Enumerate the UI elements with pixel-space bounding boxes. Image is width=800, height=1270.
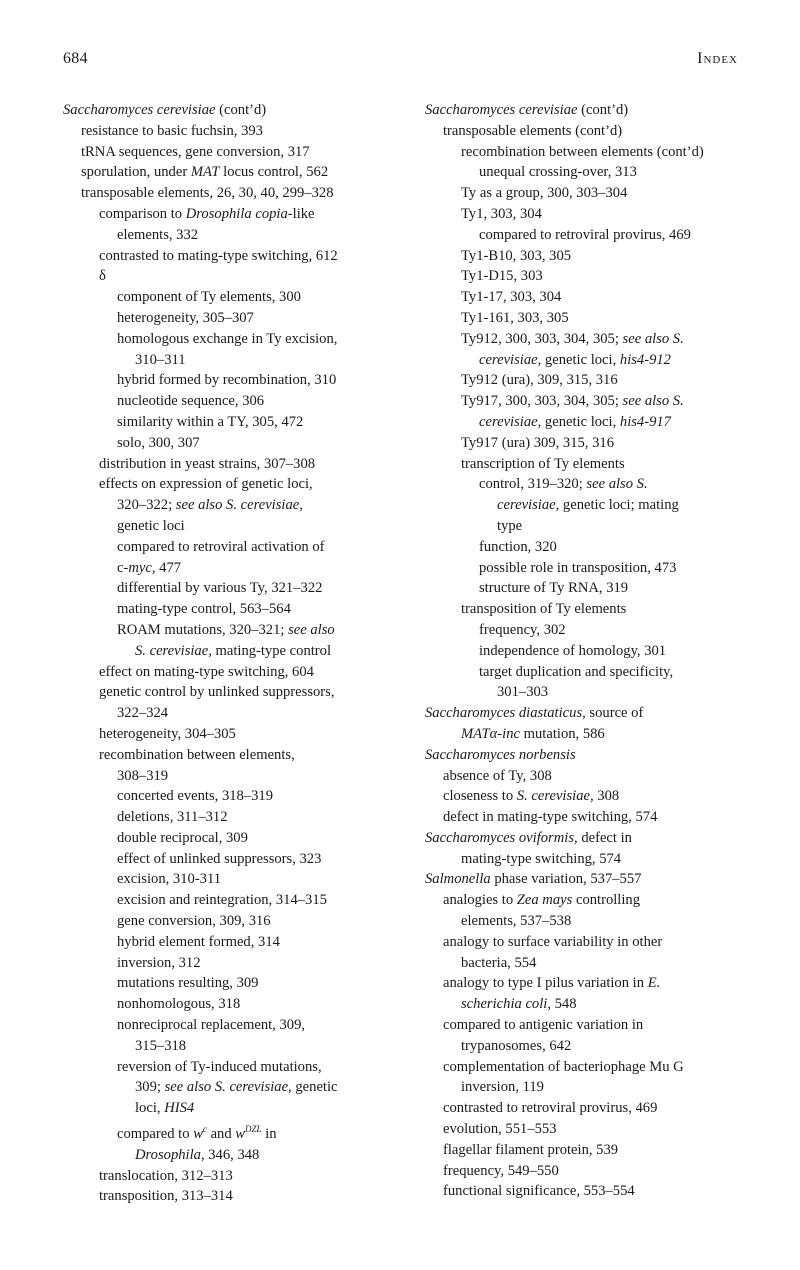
index-entry-line	[425, 495, 775, 516]
entry-text: differential by various Ty, 321–322	[117, 580, 323, 597]
entry-text: myc,	[128, 559, 156, 576]
entry-text: heterogeneity, 305–307	[117, 309, 254, 326]
entry-text: defect in mating-type switching, 574	[443, 809, 658, 826]
entry-text: phase variation, 537–557	[490, 871, 642, 888]
index-entry-line	[63, 766, 403, 787]
entry-text: 477	[155, 559, 182, 576]
entry-text: -like	[287, 205, 315, 222]
entry-text: compared to antigenic variation in	[443, 1017, 644, 1034]
entry-text: genetic loci	[117, 517, 185, 534]
index-entry-line	[63, 142, 403, 163]
index-entry-line	[63, 786, 403, 807]
entry-text: Ty912, 300, 303, 304, 305;	[461, 330, 623, 347]
entry-text: gene conversion, 309, 316	[117, 913, 271, 930]
index-entry-line	[425, 932, 775, 953]
index-entry-line	[425, 1181, 775, 1202]
entry-text: contrasted to retroviral provirus, 469	[443, 1100, 658, 1117]
entry-text: flagellar filament protein, 539	[443, 1141, 619, 1158]
entry-text: hybrid element formed, 314	[117, 933, 280, 950]
entry-text: complementation of bacteriophage Mu G	[443, 1058, 684, 1075]
entry-text: analogies to	[443, 892, 517, 909]
entry-text: source of	[585, 705, 644, 722]
entry-text: hybrid formed by recombination, 310	[117, 372, 337, 389]
entry-text: transposition of Ty elements	[461, 601, 627, 618]
index-entry-line	[425, 973, 775, 994]
index-entry-line	[425, 537, 775, 558]
entry-text: Ty1-B10, 303, 305	[461, 247, 572, 264]
index-entry-line	[425, 474, 775, 495]
index-entry-line	[425, 412, 775, 433]
index-entry-line	[63, 1145, 403, 1166]
entry-text: evolution, 551–553	[443, 1121, 557, 1138]
index-entry-line	[425, 162, 775, 183]
entry-text: similarity within a TY, 305, 472	[117, 413, 304, 430]
index-entry-line	[63, 1077, 403, 1098]
entry-text: effect of unlinked suppressors, 323	[117, 850, 322, 867]
entry-text: 301–303	[497, 684, 549, 701]
entry-text: genetic loci,	[541, 413, 620, 430]
entry-text: Ty1, 303, 304	[461, 205, 542, 222]
index-entry-line	[63, 558, 403, 579]
entry-text: Drosophila,	[135, 1146, 205, 1163]
entry-text: 548	[550, 996, 577, 1013]
index-entry-line	[63, 433, 403, 454]
entry-text: target duplication and specificity,	[479, 663, 674, 680]
entry-text: Ty912 (ura), 309, 315, 316	[461, 372, 618, 389]
entry-text: cerevisiae,	[479, 351, 542, 368]
entry-text: Saccharomyces oviformis,	[425, 829, 578, 846]
entry-text: resistance to basic fuchsin, 393	[81, 122, 263, 139]
superscript-text: c	[202, 1124, 207, 1135]
entry-text: cerevisiae,	[497, 497, 560, 514]
index-entry-line	[63, 745, 403, 766]
entry-text: c-	[117, 559, 129, 576]
entry-text: (cont’d)	[215, 102, 267, 118]
index-entry-line	[63, 724, 403, 745]
entry-text: Zea mays	[516, 892, 573, 909]
entry-text: Ty917, 300, 303, 304, 305;	[461, 393, 623, 410]
index-entry-line	[425, 308, 775, 329]
entry-text: 322–324	[117, 705, 169, 722]
entry-text: transposable elements, 26, 30, 40, 299–328	[81, 185, 334, 202]
entry-text: function, 320	[479, 538, 557, 555]
index-entry-line	[63, 599, 403, 620]
entry-text: component of Ty elements, 300	[117, 289, 301, 306]
index-entry-line	[63, 1098, 403, 1119]
index-entry-line	[425, 745, 775, 766]
superscript-text: DZL	[245, 1124, 262, 1135]
entry-text: genetic loci; mating	[559, 497, 679, 514]
index-entry-line	[425, 1057, 775, 1078]
index-entry-line	[63, 932, 403, 953]
index-entry-line	[63, 266, 403, 287]
entry-text: excision, 310-311	[117, 871, 222, 888]
index-entry-line	[425, 204, 775, 225]
entry-text: loci,	[135, 1100, 165, 1117]
index-entry-line	[63, 162, 403, 183]
entry-text: scherichia coli,	[461, 996, 551, 1013]
entry-text: 310–311	[135, 351, 186, 368]
entry-text: double reciprocal, 309	[117, 829, 248, 846]
entry-text: mutation, 586	[520, 725, 605, 742]
entry-text: Saccharomyces cerevisiae	[425, 102, 578, 118]
index-entry-line	[425, 766, 775, 787]
index-entry-line	[63, 1057, 403, 1078]
index-entry-line	[425, 869, 775, 890]
entry-text: homologous exchange in Ty excision,	[117, 330, 338, 347]
index-entry-line	[425, 329, 775, 350]
index-entry-line	[63, 537, 403, 558]
index-entry-line	[425, 1140, 775, 1161]
index-entry-line	[63, 703, 403, 724]
index-entry-line	[63, 807, 403, 828]
entry-text: translocation, 312–313	[99, 1167, 233, 1184]
entry-text: δ	[99, 268, 106, 285]
entry-text: compared to	[117, 1125, 194, 1142]
entry-text: Salmonella	[425, 871, 491, 888]
entry-text: unequal crossing-over, 313	[479, 164, 637, 181]
index-entry-line	[425, 183, 775, 204]
index-entry-line	[63, 1186, 403, 1207]
index-entry-line	[425, 994, 775, 1015]
index-entry-line	[63, 454, 403, 475]
index-entry-line	[425, 953, 775, 974]
index-entry-line	[63, 1166, 403, 1187]
index-entry-line	[425, 911, 775, 932]
index-entry-line	[425, 454, 775, 475]
entry-text: deletions, 311–312	[117, 809, 228, 826]
index-entry-line	[425, 1098, 775, 1119]
entry-text: E.	[647, 975, 661, 992]
index-entry-line	[63, 350, 403, 371]
entry-text: type	[497, 517, 523, 534]
index-entry-line	[63, 828, 403, 849]
index-entry-line	[63, 370, 403, 391]
entry-text: in	[261, 1125, 277, 1142]
entry-text: control, 319–320;	[479, 476, 587, 493]
entry-text: mating-type control	[211, 642, 332, 659]
entry-text: inversion, 119	[461, 1079, 544, 1096]
index-entry-line	[425, 849, 775, 870]
index-entry-line	[425, 662, 775, 683]
index-entry-line	[63, 516, 403, 537]
entry-text: w	[193, 1125, 203, 1142]
entry-text: absence of Ty, 308	[443, 767, 552, 784]
index-entry-line	[425, 225, 775, 246]
entry-text: genetic control by unlinked suppressors,	[99, 684, 335, 701]
index-entry-line	[63, 329, 403, 350]
entry-text: Drosophila copia	[185, 205, 288, 222]
entry-text: bacteria, 554	[461, 954, 537, 971]
entry-text: recombination between elements,	[99, 746, 295, 763]
entry-text: possible role in transposition, 473	[479, 559, 677, 576]
index-entry-line	[63, 953, 403, 974]
index-entry-line	[425, 724, 775, 745]
entry-text: mutations resulting, 309	[117, 975, 259, 992]
entry-text: frequency, 302	[479, 621, 566, 638]
entry-text: nonreciprocal replacement, 309,	[117, 1017, 306, 1034]
entry-text: Saccharomyces diastaticus,	[425, 705, 586, 722]
entry-text: frequency, 549–550	[443, 1162, 559, 1179]
index-entry-line	[425, 516, 775, 537]
entry-text: solo, 300, 307	[117, 434, 200, 451]
index-entry-line	[63, 474, 403, 495]
index-entry-line	[63, 662, 403, 683]
index-entry-line	[63, 641, 403, 662]
index-entry-line	[63, 287, 403, 308]
index-entry-line	[63, 308, 403, 329]
entry-text: 309;	[135, 1079, 165, 1096]
index-entry-line	[425, 391, 775, 412]
index-entry-line	[425, 558, 775, 579]
entry-text: effect on mating-type switching, 604	[99, 663, 314, 680]
entry-text: and	[206, 1125, 236, 1142]
entry-text: w	[235, 1125, 246, 1142]
entry-text: analogy to type I pilus variation in	[443, 975, 648, 992]
index-entry-line	[63, 412, 403, 433]
index-entry-line	[63, 1119, 403, 1145]
entry-text: see also S.	[586, 476, 648, 493]
entry-text: cerevisiae,	[479, 413, 542, 430]
index-entry-line	[63, 849, 403, 870]
entry-text: see also S. cerevisiae,	[164, 1079, 292, 1096]
index-entry-line	[425, 786, 775, 807]
entry-text: see also S. cerevisiae,	[175, 497, 303, 514]
index-entry-line	[425, 703, 775, 724]
index-entry-line	[425, 100, 775, 121]
entry-text: his4-912	[619, 351, 671, 368]
entry-text: genetic loci,	[541, 351, 620, 368]
entry-text: Saccharomyces norbensis	[425, 746, 576, 763]
index-entry-line	[425, 246, 775, 267]
entry-text: concerted events, 318–319	[117, 788, 274, 805]
entry-text: 308	[593, 788, 620, 805]
index-entry-line	[63, 204, 403, 225]
index-entry-line	[425, 578, 775, 599]
entry-text: effects on expression of genetic loci,	[99, 476, 313, 493]
entry-text: inversion, 312	[117, 954, 201, 971]
entry-text: his4-917	[619, 413, 671, 430]
entry-text: Ty as a group, 300, 303–304	[461, 185, 628, 202]
entry-text: nonhomologous, 318	[117, 996, 241, 1013]
entry-text: compared to retroviral provirus, 469	[479, 226, 691, 243]
index-entry-line	[63, 225, 403, 246]
index-entry-line	[63, 391, 403, 412]
entry-text: Ty917 (ura) 309, 315, 316	[461, 434, 614, 451]
entry-text: elements, 537–538	[461, 913, 572, 930]
index-entry-line	[63, 495, 403, 516]
entry-text: tRNA sequences, gene conversion, 317	[81, 143, 310, 160]
index-entry-line	[63, 973, 403, 994]
index-entry-line	[425, 1036, 775, 1057]
index-entry-line	[425, 682, 775, 703]
entry-text: nucleotide sequence, 306	[117, 393, 265, 410]
entry-text: sporulation, under	[81, 164, 191, 181]
index-entry-line	[63, 183, 403, 204]
page-number: 684	[63, 50, 88, 67]
index-entry-line	[425, 1161, 775, 1182]
entry-text: closeness to	[443, 788, 517, 805]
index-entry-line	[63, 100, 403, 121]
entry-text: 315–318	[135, 1037, 187, 1054]
index-entry-line	[63, 682, 403, 703]
entry-text: heterogeneity, 304–305	[99, 725, 236, 742]
index-entry-line	[63, 869, 403, 890]
index-entry-line	[425, 1077, 775, 1098]
index-column-left	[63, 100, 403, 1207]
index-entry-line	[63, 246, 403, 267]
entry-text: independence of homology, 301	[479, 642, 667, 659]
entry-text: see also	[288, 621, 335, 638]
index-entry-line	[425, 620, 775, 641]
entry-text: see also S.	[622, 393, 684, 410]
entry-text: reversion of Ty-induced mutations,	[117, 1058, 322, 1075]
entry-text: transposition, 313–314	[99, 1188, 233, 1205]
entry-text: 308–319	[117, 767, 169, 784]
entry-text: (cont’d)	[577, 102, 629, 118]
index-entry-line	[425, 890, 775, 911]
index-entry-line	[425, 433, 775, 454]
entry-text: locus control, 562	[219, 164, 329, 181]
index-entry-line	[425, 641, 775, 662]
index-entry-line	[63, 890, 403, 911]
index-entry-line	[63, 994, 403, 1015]
entry-text: Ty1-D15, 303	[461, 268, 543, 285]
entry-text: HIS4	[164, 1100, 195, 1117]
entry-text: genetic	[291, 1079, 338, 1096]
entry-text: recombination between elements (cont’d)	[461, 143, 704, 160]
index-entry-line	[425, 287, 775, 308]
entry-text: defect in	[577, 829, 632, 846]
index-entry-line	[63, 911, 403, 932]
index-entry-line	[425, 807, 775, 828]
entry-text: MATα-inc	[461, 725, 520, 742]
entry-text: functional significance, 553–554	[443, 1183, 635, 1200]
entry-text: comparison to	[99, 205, 186, 222]
entry-text: analogy to surface variability in other	[443, 933, 663, 950]
index-entry-line	[425, 121, 775, 142]
index-entry-line	[63, 1036, 403, 1057]
index-entry-line	[425, 828, 775, 849]
index-entry-line	[63, 121, 403, 142]
entry-text: Ty1-161, 303, 305	[461, 309, 569, 326]
index-entry-line	[425, 266, 775, 287]
entry-text: S. cerevisiae,	[516, 788, 594, 805]
entry-text: compared to retroviral activation of	[117, 538, 325, 555]
entry-text: excision and reintegration, 314–315	[117, 892, 327, 909]
entry-text: distribution in yeast strains, 307–308	[99, 455, 316, 472]
index-entry-line	[425, 1015, 775, 1036]
entry-text: controlling	[572, 892, 641, 909]
entry-text: S. cerevisiae,	[135, 642, 212, 659]
entry-text: contrasted to mating-type switching, 612	[99, 247, 338, 264]
entry-text: mating-type control, 563–564	[117, 601, 291, 618]
entry-text: ROAM mutations, 320–321;	[117, 621, 289, 638]
running-title: Index	[697, 50, 738, 67]
entry-text: trypanosomes, 642	[461, 1037, 572, 1054]
entry-text: see also S.	[622, 330, 684, 347]
page-header	[63, 50, 738, 68]
entry-text: 320–322;	[117, 497, 176, 514]
entry-text: Saccharomyces cerevisiae	[63, 102, 216, 118]
index-entry-line	[63, 1015, 403, 1036]
index-column-right	[425, 100, 775, 1202]
entry-text: mating-type switching, 574	[461, 850, 622, 867]
entry-text: MAT	[190, 164, 220, 181]
index-entry-line	[63, 620, 403, 641]
index-entry-line	[63, 578, 403, 599]
entry-text: elements, 332	[117, 226, 199, 243]
index-entry-line	[425, 599, 775, 620]
entry-text: Ty1-17, 303, 304	[461, 289, 562, 306]
index-entry-line	[425, 350, 775, 371]
index-entry-line	[425, 370, 775, 391]
entry-text: 346, 348	[204, 1146, 260, 1163]
entry-text: structure of Ty RNA, 319	[479, 580, 629, 597]
entry-text: transcription of Ty elements	[461, 455, 625, 472]
entry-text: transposable elements (cont’d)	[443, 122, 623, 139]
index-entry-line	[425, 1119, 775, 1140]
index-entry-line	[425, 142, 775, 163]
